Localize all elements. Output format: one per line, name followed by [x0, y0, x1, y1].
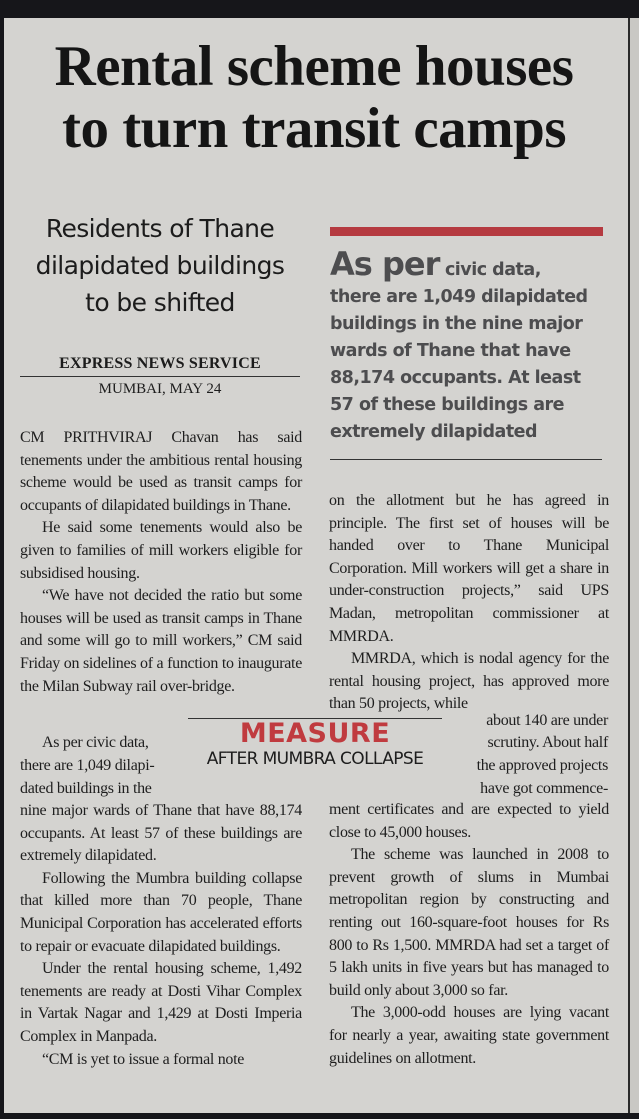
subheadline-line: dilapidated buildings [35, 251, 285, 280]
wrap-line-right: have got commence- [480, 780, 608, 797]
paragraph: Under the rental housing scheme, 1,492 tenements are ready at Dosti Vihar Complex in Vartak Nagar and 1,429 at Dosti Imperia Complex in Manpada. [20, 960, 302, 1045]
article-column-left-top [20, 427, 302, 698]
pull-quote-line: wards of Thane that have [330, 341, 571, 361]
pull-quote [330, 245, 610, 446]
article-column-right-bottom [329, 799, 609, 1070]
byline: EXPRESS NEWS SERVICE [20, 355, 300, 377]
article-column-left-bottom [20, 800, 302, 1071]
inset-subtitle: AFTER MUMBRA COLLAPSE [206, 749, 424, 769]
pull-quote-rule [330, 227, 603, 236]
paragraph: He said some tenements would also be given to families of mill workers eligible for subsidised housing. [20, 519, 302, 582]
dateline: MUMBAI, MAY 24 [98, 381, 222, 397]
pull-quote-line: extremely dilapidated [330, 422, 538, 442]
wrap-line-left: As per civic data, [42, 734, 149, 751]
wrap-line-right: scrutiny. About half [487, 734, 608, 751]
subheadline [14, 210, 306, 321]
paragraph: CM PRITHVIRAJ Chavan has said tenements under the ambitious rental housing scheme would be used as transit camps for occupants of dilapidated buildings in Thane. [20, 429, 302, 514]
paragraph: MMRDA, which is nodal agency for the rental housing project, has approved more than 50 projects, while [329, 650, 609, 713]
paragraph: nine major wards of Thane that have 88,174 occupants. At least 57 of these buildings are extremely dilapidated. [20, 802, 302, 865]
subheadline-line: to be shifted [85, 288, 235, 317]
headline-line: Rental scheme houses [54, 35, 574, 98]
pull-quote-line: there are 1,049 dilapidated [330, 287, 588, 307]
inset-title: MEASURE [239, 718, 391, 749]
headline [14, 36, 614, 160]
adjacent-page-edge [628, 18, 639, 1113]
headline-line: to turn transit camps [61, 97, 567, 160]
pull-quote-line: 88,174 occupants. At least [330, 368, 581, 388]
paragraph: “We have not decided the ratio but some houses will be used as transit camps in Thane and some will go to mill workers,” CM said Friday on sidelines of a function to inaugurate the Milan Subway rail over-bridge. [20, 587, 302, 695]
pull-quote-line: 57 of these buildings are [330, 395, 565, 415]
paragraph: ment certificates and are expected to yield close to 45,000 houses. [329, 801, 609, 841]
paragraph: The 3,000-odd houses are lying vacant for nearly a year, awaiting state government guidelines on allotment. [329, 1004, 609, 1067]
wrap-line-right: the approved projects [476, 757, 608, 774]
wrap-line-right: about 140 are under [486, 712, 608, 729]
paragraph: The scheme was launched in 2008 to prevent growth of slums in Mumbai metropolitan region by constructing and renting out 160-square-foot houses for Rs 800 to Rs 1,500. MMRDA had set a target of 5 lakh units in five years but has managed to build only about 3,000 so far. [329, 846, 609, 999]
paragraph: “CM is yet to issue a formal note [42, 1050, 245, 1068]
pull-quote-line: buildings in the nine major [330, 314, 583, 334]
pull-quote-lead-rest: civic data, [444, 260, 541, 280]
pull-quote-bottom-rule [330, 459, 602, 460]
article-column-right-top [329, 490, 609, 716]
subheadline-line: Residents of Thane [45, 214, 275, 243]
pull-quote-lead: As per [330, 245, 440, 283]
wrap-line-left: dated buildings in the [20, 780, 152, 797]
wrap-line-left: there are 1,049 dilapi- [20, 757, 155, 774]
paragraph: Following the Mumbra building collapse that killed more than 70 people, Thane Municipal Corporation has accelerated efforts to repair or evacuate dilapidated buildings. [20, 869, 302, 955]
paragraph: on the allotment but he has agreed in principle. The first set of houses will be handed over to Thane Municipal Corporation. Mill workers will get a share in under-construction projects,” said UPS Madan, metropolitan commissioner at MMRDA. [329, 492, 609, 645]
